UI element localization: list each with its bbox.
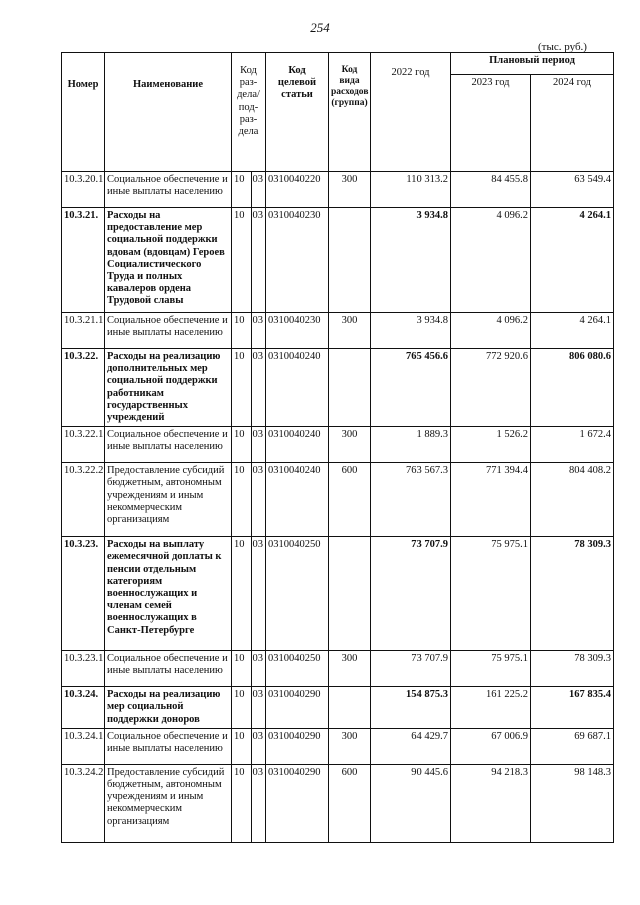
row-target-code: 0310040240 — [266, 349, 329, 427]
planned-period-header: Плановый период — [451, 53, 614, 75]
row-name: Социальное обеспечение и иные выплаты населению — [105, 427, 232, 463]
col-2023-header: 2023 год — [451, 75, 531, 172]
row-expense-type: 300 — [329, 651, 371, 687]
row-number: 10.3.21. — [62, 208, 105, 313]
row-section: 10 — [232, 313, 252, 349]
row-number: 10.3.23.1 — [62, 651, 105, 687]
row-subsection: 03 — [252, 172, 266, 208]
row-target-code: 0310040230 — [266, 208, 329, 313]
table-row — [62, 313, 614, 349]
table-row — [62, 349, 614, 427]
row-2023-value: 84 455.8 — [451, 172, 531, 208]
row-name: Социальное обеспечение и иные выплаты населению — [105, 172, 232, 208]
row-expense-type: 300 — [329, 172, 371, 208]
row-2024-value: 78 309.3 — [531, 537, 614, 651]
row-2023-value: 772 920.6 — [451, 349, 531, 427]
table-row — [62, 208, 614, 313]
col-name-header: Наименование — [105, 53, 232, 172]
row-number: 10.3.24. — [62, 687, 105, 729]
row-name: Предоставление субсидий бюджетным, автономным учреждениям и иным некоммерческим организациям — [105, 764, 232, 842]
row-target-code: 0310040240 — [266, 463, 329, 537]
row-name: Расходы на предоставление мер социальной поддержки вдовам (вдовцам) Героев Социалистического Труда и полных кавалеров ордена Трудовой славы — [105, 208, 232, 313]
row-number: 10.3.23. — [62, 537, 105, 651]
row-expense-type — [329, 687, 371, 729]
table-row — [62, 728, 614, 764]
row-2023-value: 94 218.3 — [451, 764, 531, 842]
row-2024-value: 1 672.4 — [531, 427, 614, 463]
row-number: 10.3.20.1 — [62, 172, 105, 208]
row-2024-value: 4 264.1 — [531, 208, 614, 313]
row-2024-value: 98 148.3 — [531, 764, 614, 842]
table-row — [62, 172, 614, 208]
row-2024-value: 69 687.1 — [531, 728, 614, 764]
row-2024-value: 63 549.4 — [531, 172, 614, 208]
row-2022-value: 90 445.6 — [371, 764, 451, 842]
col-expense-header: Код вида расходов (группа) — [329, 53, 371, 172]
row-subsection: 03 — [252, 728, 266, 764]
row-2022-value: 1 889.3 — [371, 427, 451, 463]
row-subsection: 03 — [252, 313, 266, 349]
row-section: 10 — [232, 764, 252, 842]
row-section: 10 — [232, 427, 252, 463]
row-subsection: 03 — [252, 349, 266, 427]
row-target-code: 0310040290 — [266, 764, 329, 842]
row-name: Расходы на реализацию дополнительных мер социальной поддержки работникам государственных учреждений — [105, 349, 232, 427]
units-label: (тыс. руб.) — [538, 41, 587, 53]
row-2022-value: 73 707.9 — [371, 651, 451, 687]
col-section-header: Код раз-дела/ под-раз-дела — [232, 53, 266, 172]
row-2024-value: 78 309.3 — [531, 651, 614, 687]
row-expense-type: 600 — [329, 764, 371, 842]
row-target-code: 0310040250 — [266, 537, 329, 651]
row-number: 10.3.22. — [62, 349, 105, 427]
row-name: Социальное обеспечение и иные выплаты населению — [105, 651, 232, 687]
row-number: 10.3.24.1 — [62, 728, 105, 764]
header-row — [62, 53, 614, 75]
row-2024-value: 806 080.6 — [531, 349, 614, 427]
row-expense-type — [329, 349, 371, 427]
row-section: 10 — [232, 172, 252, 208]
row-2023-value: 4 096.2 — [451, 208, 531, 313]
row-2023-value: 161 225.2 — [451, 687, 531, 729]
table-row — [62, 651, 614, 687]
row-expense-type: 600 — [329, 463, 371, 537]
table-row — [62, 764, 614, 842]
col-2024-header: 2024 год — [531, 75, 614, 172]
row-subsection: 03 — [252, 537, 266, 651]
row-expense-type: 300 — [329, 728, 371, 764]
row-number: 10.3.21.1 — [62, 313, 105, 349]
row-2023-value: 771 394.4 — [451, 463, 531, 537]
row-expense-type — [329, 208, 371, 313]
row-subsection: 03 — [252, 208, 266, 313]
row-2022-value: 3 934.8 — [371, 313, 451, 349]
table-row — [62, 537, 614, 651]
row-2024-value: 4 264.1 — [531, 313, 614, 349]
table-row — [62, 687, 614, 729]
row-name: Расходы на выплату ежемесячной доплаты к пенсии отдельным категориям военнослужащих и членам семей военнослужащих в Санкт-Петербурге — [105, 537, 232, 651]
row-2022-value: 110 313.2 — [371, 172, 451, 208]
row-expense-type: 300 — [329, 313, 371, 349]
row-number: 10.3.22.1 — [62, 427, 105, 463]
row-subsection: 03 — [252, 463, 266, 537]
col-number-header: Номер — [62, 53, 105, 172]
row-subsection: 03 — [252, 427, 266, 463]
row-subsection: 03 — [252, 687, 266, 729]
row-section: 10 — [232, 349, 252, 427]
row-2022-value: 64 429.7 — [371, 728, 451, 764]
row-2022-value: 73 707.9 — [371, 537, 451, 651]
table-row — [62, 427, 614, 463]
row-target-code: 0310040220 — [266, 172, 329, 208]
row-expense-type — [329, 537, 371, 651]
row-name: Расходы на реализацию мер социальной поддержки доноров — [105, 687, 232, 729]
row-section: 10 — [232, 463, 252, 537]
row-2022-value: 763 567.3 — [371, 463, 451, 537]
row-section: 10 — [232, 537, 252, 651]
page-number: 254 — [310, 20, 330, 35]
row-2023-value: 67 006.9 — [451, 728, 531, 764]
row-section: 10 — [232, 687, 252, 729]
row-number: 10.3.24.2 — [62, 764, 105, 842]
row-2022-value: 765 456.6 — [371, 349, 451, 427]
row-section: 10 — [232, 208, 252, 313]
row-section: 10 — [232, 651, 252, 687]
row-number: 10.3.22.2 — [62, 463, 105, 537]
row-2022-value: 154 875.3 — [371, 687, 451, 729]
row-2024-value: 167 835.4 — [531, 687, 614, 729]
row-target-code: 0310040240 — [266, 427, 329, 463]
row-2023-value: 4 096.2 — [451, 313, 531, 349]
row-name: Предоставление субсидий бюджетным, автономным учреждениям и иным некоммерческим организациям — [105, 463, 232, 537]
row-subsection: 03 — [252, 651, 266, 687]
row-name: Социальное обеспечение и иные выплаты населению — [105, 313, 232, 349]
row-target-code: 0310040290 — [266, 687, 329, 729]
col-target-header: Код целевой статьи — [266, 53, 329, 172]
col-2022-header: 2022 год — [371, 53, 451, 172]
budget-table — [61, 52, 614, 843]
row-2023-value: 75 975.1 — [451, 537, 531, 651]
row-2022-value: 3 934.8 — [371, 208, 451, 313]
row-name: Социальное обеспечение и иные выплаты населению — [105, 728, 232, 764]
row-target-code: 0310040290 — [266, 728, 329, 764]
row-section: 10 — [232, 728, 252, 764]
row-expense-type: 300 — [329, 427, 371, 463]
row-2024-value: 804 408.2 — [531, 463, 614, 537]
row-2023-value: 75 975.1 — [451, 651, 531, 687]
row-subsection: 03 — [252, 764, 266, 842]
row-target-code: 0310040250 — [266, 651, 329, 687]
row-2023-value: 1 526.2 — [451, 427, 531, 463]
table-row — [62, 463, 614, 537]
row-target-code: 0310040230 — [266, 313, 329, 349]
